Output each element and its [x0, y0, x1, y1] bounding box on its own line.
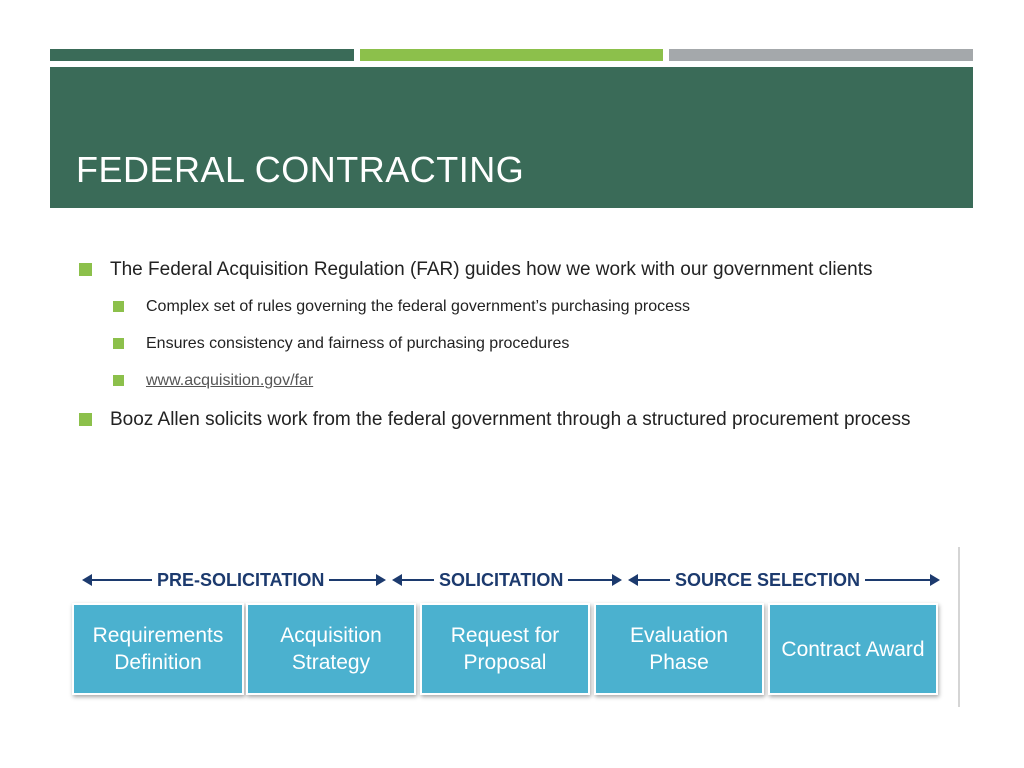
bullet-text: The Federal Acquisition Regulation (FAR) guides how we work with our government clients [110, 259, 873, 280]
step-acquisition-strategy: Acquisition Strategy [246, 603, 416, 695]
accent-bar-light-green [360, 49, 664, 61]
step-request-for-proposal: Request for Proposal [420, 603, 590, 695]
bullet-text: Booz Allen solicits work from the federal government through a structured procurement process [110, 409, 911, 430]
square-bullet-icon [113, 301, 124, 312]
accent-bar-gray [669, 49, 973, 61]
arrow-right-icon [329, 579, 384, 581]
arrow-right-icon [865, 579, 938, 581]
diagram-edge-divider [958, 547, 960, 707]
phase-label: SOURCE SELECTION [675, 569, 861, 590]
sub-bullet-item [76, 295, 956, 319]
title-band [50, 67, 973, 208]
bullet-item [76, 406, 956, 433]
bullet-item [76, 256, 956, 283]
phase-pre-solicitation [84, 567, 384, 593]
slide-title: FEDERAL CONTRACTING [76, 149, 525, 190]
process-steps [72, 603, 942, 695]
phase-solicitation [394, 567, 620, 593]
phase-row [72, 567, 942, 593]
square-bullet-icon [79, 263, 92, 276]
sub-bullet-item [76, 369, 956, 393]
square-bullet-icon [113, 338, 124, 349]
arrow-left-icon [84, 579, 152, 581]
top-accent-bars [50, 49, 973, 61]
square-bullet-icon [79, 413, 92, 426]
far-link[interactable]: www.acquisition.gov/far [146, 372, 314, 389]
arrow-left-icon [630, 579, 670, 581]
procurement-process-diagram [72, 545, 962, 710]
arrow-left-icon [394, 579, 434, 581]
step-requirements-definition: Requirements Definition [72, 603, 244, 695]
phase-source-selection [630, 567, 938, 593]
phase-label: PRE-SOLICITATION [157, 569, 325, 590]
step-contract-award: Contract Award [768, 603, 938, 695]
accent-bar-dark-green [50, 49, 354, 61]
phase-label: SOLICITATION [439, 569, 564, 590]
arrow-right-icon [568, 579, 620, 581]
sub-bullet-text: Complex set of rules governing the federal government’s purchasing process [146, 298, 690, 315]
square-bullet-icon [113, 375, 124, 386]
sub-bullet-text: Ensures consistency and fairness of purchasing procedures [146, 335, 570, 352]
bullet-list [76, 256, 956, 445]
sub-bullet-item [76, 332, 956, 356]
step-evaluation-phase: Evaluation Phase [594, 603, 764, 695]
